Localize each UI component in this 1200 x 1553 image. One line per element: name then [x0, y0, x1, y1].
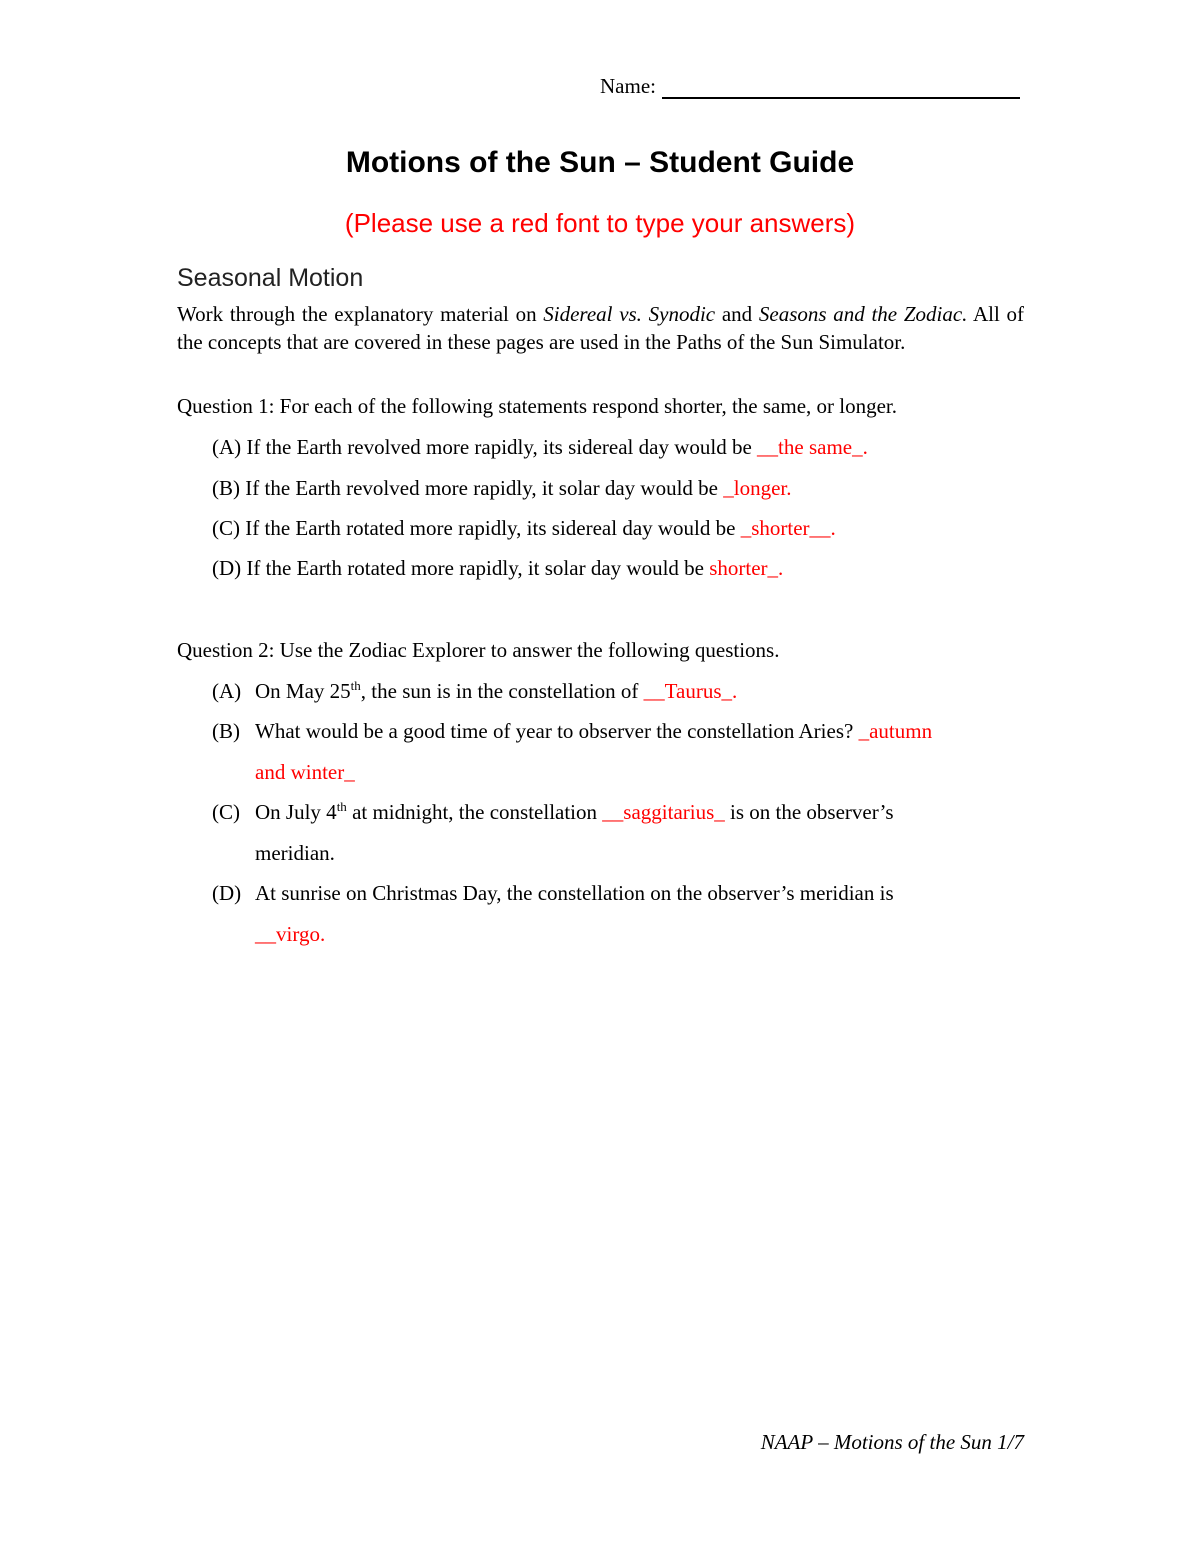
- q1-item-a-answer: __the same_.: [757, 435, 868, 459]
- name-field: [600, 74, 1020, 99]
- intro-text-2: and: [715, 302, 759, 326]
- q2-item-c-sup: th: [336, 799, 347, 814]
- q2-item-c-text-2: at midnight, the constellation: [346, 800, 603, 824]
- q2-item-c-text-4: meridian.: [255, 841, 335, 865]
- q1-item-a-text: (A) If the Earth revolved more rapidly, its sidereal day would be: [212, 435, 758, 459]
- name-blank-line[interactable]: [662, 77, 1020, 99]
- q2-item-d-answer: __virgo.: [255, 922, 326, 946]
- q2-item-a: [212, 679, 737, 704]
- q1-item-c: [212, 516, 836, 541]
- q1-item-b-answer: _longer.: [723, 476, 792, 500]
- page-title: Motions of the Sun – Student Guide: [345, 146, 855, 179]
- q2-item-a-text-1: On May 25: [255, 679, 351, 703]
- q2-item-a-answer: __Taurus_.: [643, 679, 738, 703]
- question-2-prompt: Question 2: Use the Zodiac Explorer to answer the following questions.: [177, 638, 780, 662]
- q2-item-b-text: What would be a good time of year to observer the constellation Aries?: [255, 719, 859, 743]
- q2-item-c-answer: __saggitarius_: [602, 800, 725, 824]
- q2-item-b: [212, 719, 932, 744]
- q1-item-d-text: (D) If the Earth rotated more rapidly, it solar day would be: [212, 556, 710, 580]
- q2-item-b-answer-1: _autumn: [858, 719, 933, 743]
- q1-item-b: [212, 476, 791, 501]
- q2-item-b-answer-2: and winter_: [255, 760, 355, 784]
- q2-item-d-label: (D): [212, 881, 242, 905]
- question-1-prompt: Question 1: For each of the following statements respond shorter, the same, or longer.: [177, 394, 897, 418]
- page-footer: NAAP – Motions of the Sun 1/7: [760, 1430, 1024, 1454]
- intro-italic-2: Seasons and the Zodiac.: [758, 302, 968, 326]
- intro-text-3: All of the concepts that are covered in these pages are used in the Paths of the Sun Simulator.: [177, 302, 1024, 354]
- q1-item-b-text: (B) If the Earth revolved more rapidly, it solar day would be: [212, 476, 724, 500]
- intro-italic-1: Sidereal vs. Synodic: [543, 302, 716, 326]
- q2-item-c-label: (C): [212, 800, 240, 824]
- q2-item-b-label: (B): [212, 719, 240, 743]
- intro-paragraph: [177, 300, 1024, 356]
- q1-item-d-answer: shorter_.: [709, 556, 784, 580]
- q1-item-c-text: (C) If the Earth rotated more rapidly, its sidereal day would be: [212, 516, 741, 540]
- q2-item-a-label: (A): [212, 679, 242, 703]
- q2-item-c-text-1: On July 4: [255, 800, 337, 824]
- intro-text-1: Work through the explanatory material on: [177, 302, 544, 326]
- q1-item-d: [212, 556, 783, 581]
- q2-item-a-sup: th: [350, 678, 361, 693]
- q2-item-c-text-3: is on the observer’s: [724, 800, 894, 824]
- q2-item-d-text: At sunrise on Christmas Day, the constellation on the observer’s meridian is: [255, 881, 894, 905]
- q1-item-c-answer: _shorter__.: [740, 516, 836, 540]
- q2-item-d: [212, 881, 894, 906]
- q2-item-c: [212, 800, 894, 825]
- page-subtitle: (Please use a red font to type your answers): [344, 208, 856, 238]
- section-heading: Seasonal Motion: [177, 264, 364, 292]
- q2-item-a-text-2: , the sun is in the constellation of: [360, 679, 644, 703]
- q1-item-a: [212, 435, 868, 460]
- name-label: Name:: [600, 74, 656, 98]
